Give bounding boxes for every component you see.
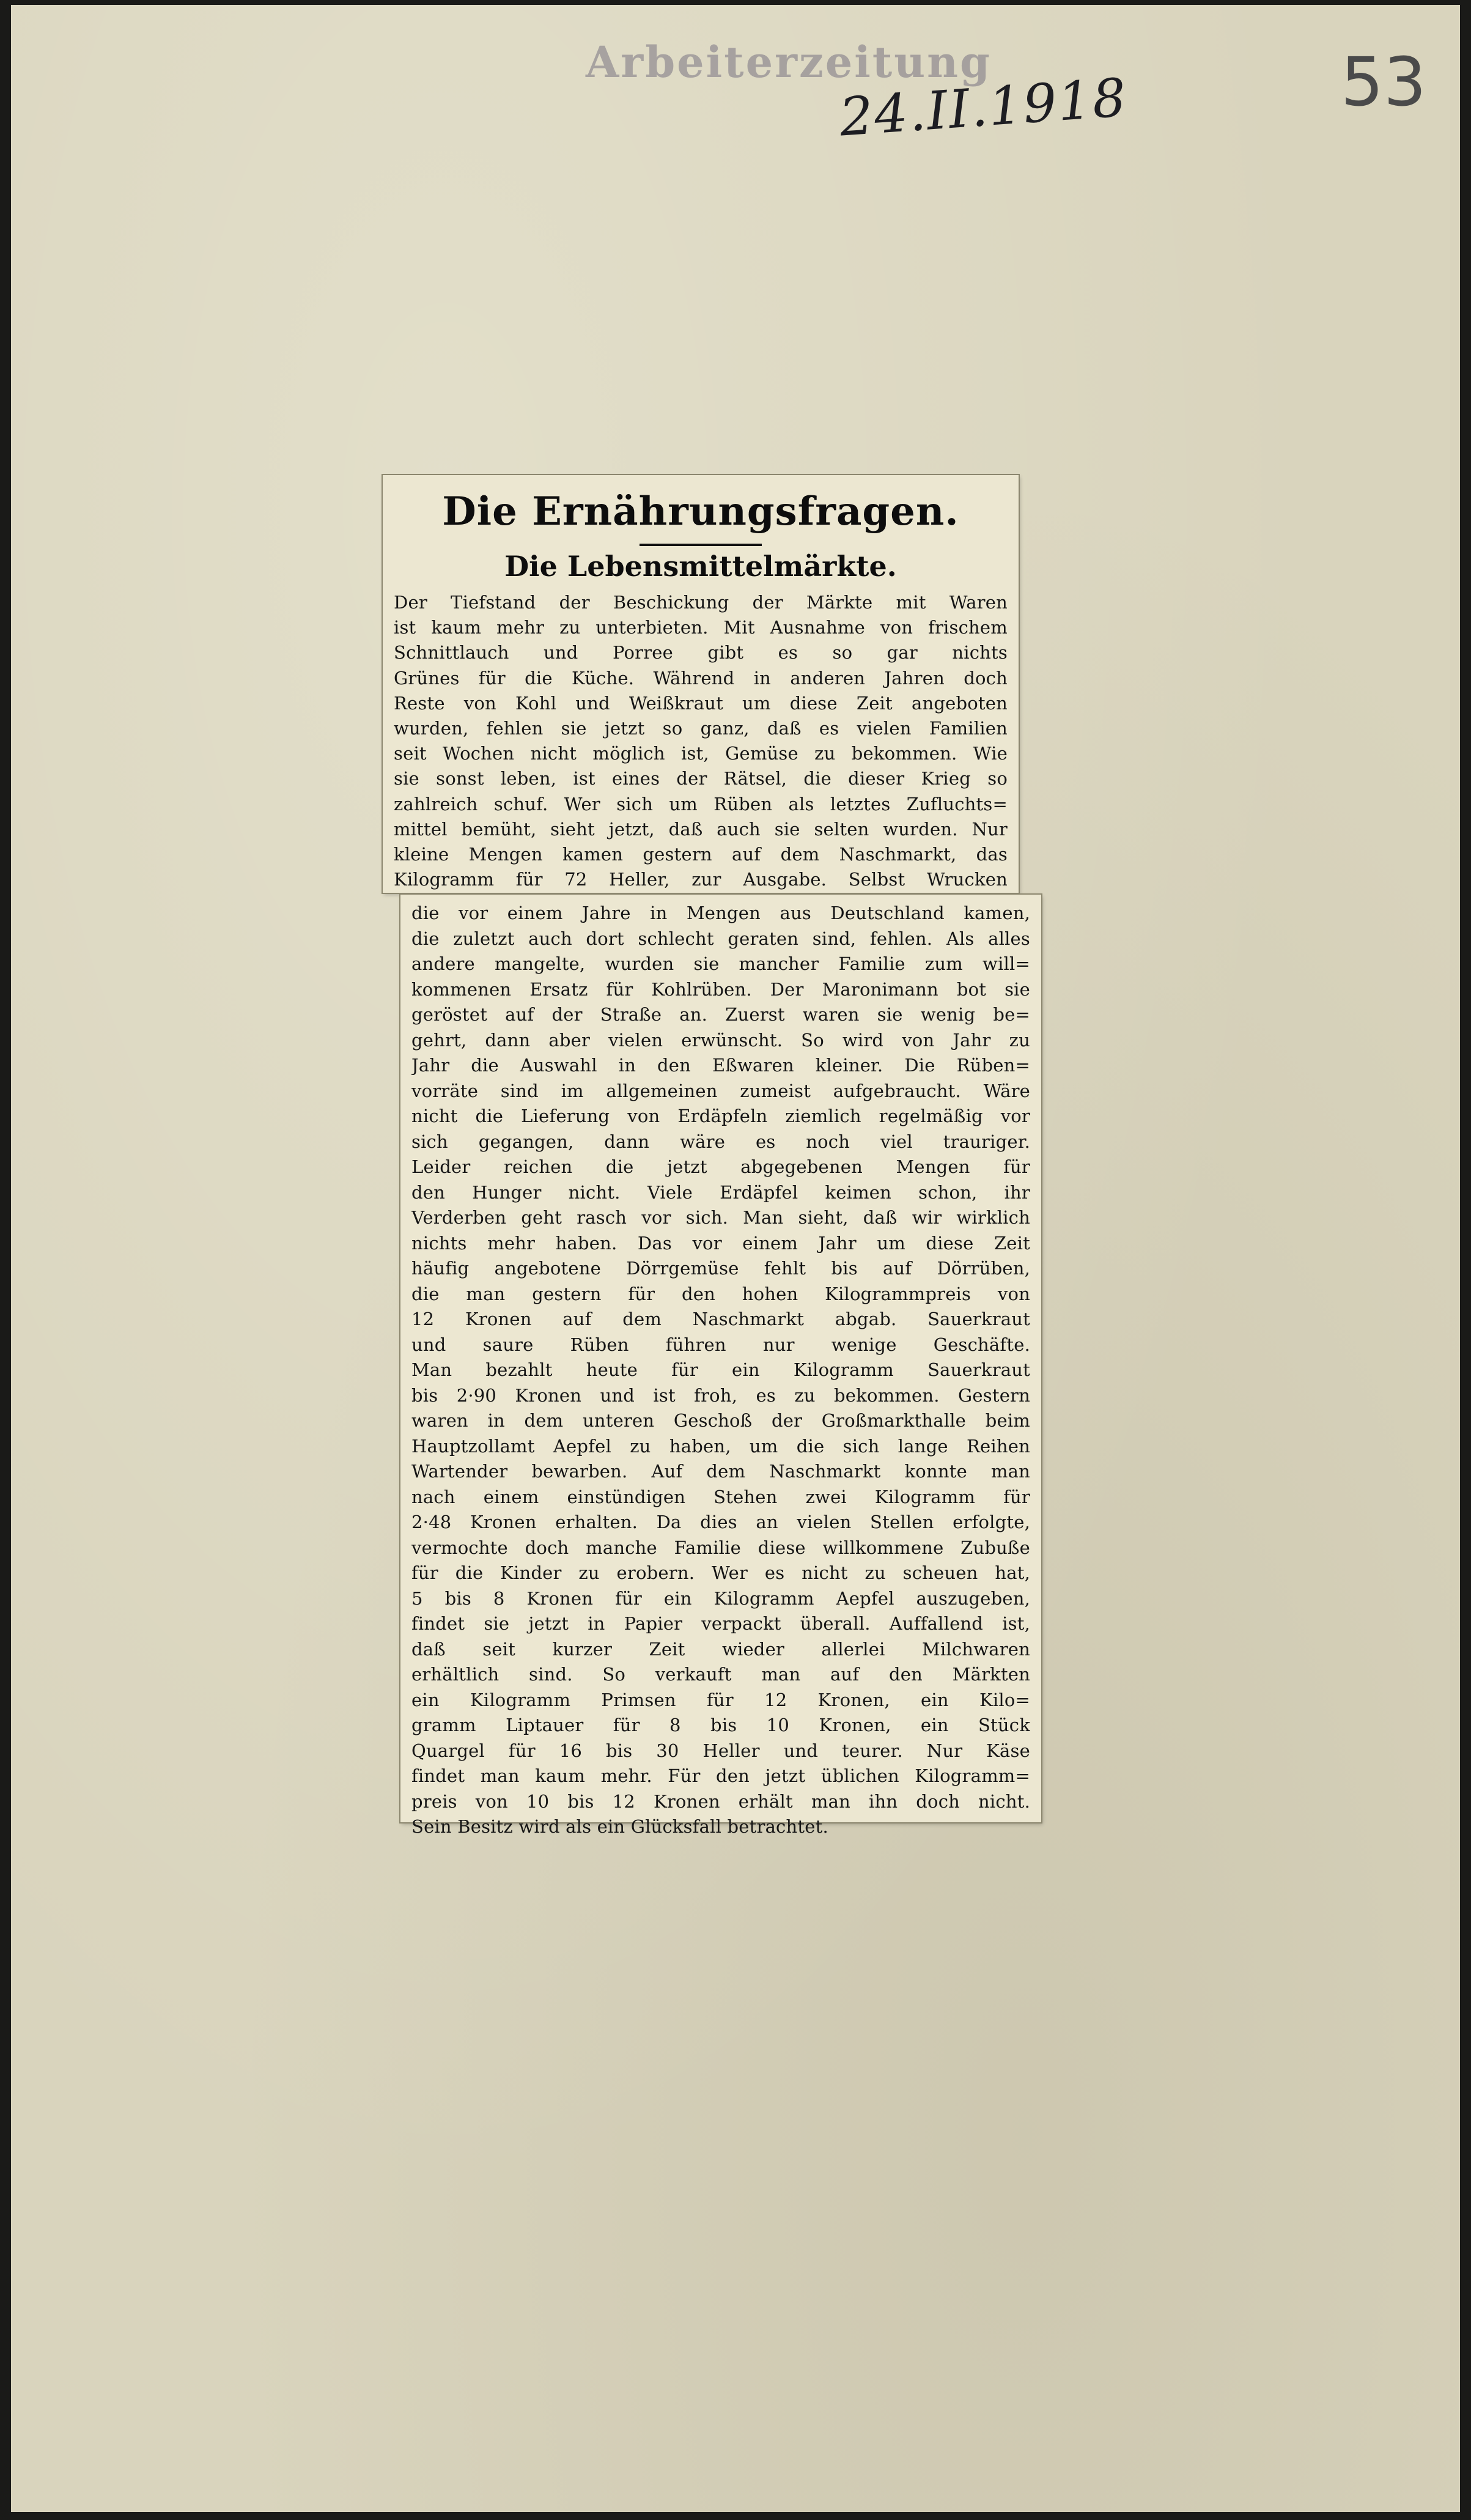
text-line: vorräte sind im allgemeinen zumeist aufgebraucht. Wäre — [411, 1080, 1030, 1101]
archive-stamp: Arbeiterzeitung — [586, 37, 992, 87]
handwritten-date: 24.II.1918 — [838, 67, 1129, 149]
text-line: geröstet auf der Straße an. Zuerst waren sie wenig be= — [411, 1004, 1030, 1025]
text-line: Grünes für die Küche. Während in anderen Jahren doch — [394, 667, 1008, 689]
text-line: Der Tiefstand der Beschickung der Märkte mit Waren — [394, 592, 1008, 613]
text-line: für die Kinder zu erobern. Wer es nicht zu scheuen hat, — [411, 1562, 1030, 1583]
text-line: häufig angebotene Dörrgemüse fehlt bis auf Dörrüben, — [411, 1258, 1030, 1279]
article-subtitle: Die Lebensmittelmärkte. — [504, 550, 897, 583]
text-line: nichts mehr haben. Das vor einem Jahr um diese Zeit — [411, 1232, 1030, 1254]
text-line: bis 2·90 Kronen und ist froh, es zu bekommen. Gestern — [411, 1384, 1030, 1406]
text-line: findet man kaum mehr. Für den jetzt üblichen Kilogramm= — [411, 1765, 1030, 1786]
text-line: Verderben geht rasch vor sich. Man sieht, daß wir wirklich — [411, 1207, 1030, 1228]
text-line: preis von 10 bis 12 Kronen erhält man ihn doch nicht. — [411, 1790, 1030, 1812]
text-line: daß seit kurzer Zeit wieder allerlei Milchwaren — [411, 1638, 1030, 1660]
text-line: Reste von Kohl und Weißkraut um diese Zeit angeboten — [394, 692, 1008, 714]
article-column-1 — [394, 590, 1008, 892]
text-line: 5 bis 8 Kronen für ein Kilogramm Aepfel auszugeben, — [411, 1587, 1030, 1609]
text-line: waren in dem unteren Geschoß der Großmarkthalle beim — [411, 1410, 1030, 1431]
text-line: Wartender bewarben. Auf dem Naschmarkt konnte man — [411, 1461, 1030, 1482]
newspaper-clipping-bottom — [400, 895, 1041, 1837]
text-line: die vor einem Jahre in Mengen aus Deutschland kamen, — [411, 903, 1030, 923]
text-line: den Hunger nicht. Viele Erdäpfel keimen schon, ihr — [411, 1181, 1030, 1203]
text-line: vermochte doch manche Familie diese willkommene Zubuße — [411, 1537, 1030, 1558]
title-rule — [640, 544, 762, 546]
text-line: mittel bemüht, sieht jetzt, daß auch sie selten wurden. Nur — [394, 818, 1008, 840]
text-line: sie sonst leben, ist eines der Rätsel, die dieser Krieg so — [394, 768, 1008, 789]
newspaper-clipping-top — [383, 475, 1019, 893]
text-line: findet sie jetzt in Papier verpackt überall. Auffallend ist, — [411, 1613, 1030, 1634]
text-line: Schnittlauch und Porree gibt es so gar nichts — [394, 642, 1008, 663]
text-line: zahlreich schuf. Wer sich um Rüben als letztes Zufluchts= — [394, 793, 1008, 815]
text-line: Leider reichen die jetzt abgegebenen Mengen für — [411, 1156, 1030, 1177]
text-line: Sein Besitz wird als ein Glücksfall betrachtet. — [411, 1816, 828, 1837]
text-line: nach einem einstündigen Stehen zwei Kilogramm für — [411, 1486, 1030, 1507]
text-line: gehrt, dann aber vielen erwünscht. So wird von Jahr zu — [411, 1029, 1030, 1051]
text-line: Kilogramm für 72 Heller, zur Ausgabe. Selbst Wrucken — [394, 869, 1008, 890]
text-line: die man gestern für den hohen Kilogrammpreis von — [411, 1283, 1030, 1304]
text-line: und saure Rüben führen nur wenige Geschäfte. — [411, 1334, 1030, 1355]
text-line: Hauptzollamt Aepfel zu haben, um die sich lange Reihen — [411, 1435, 1030, 1457]
text-line: andere mangelte, wurden sie mancher Familie zum will= — [411, 953, 1030, 974]
text-line: gramm Liptauer für 8 bis 10 Kronen, ein Stück — [411, 1715, 1030, 1735]
article-title: Die Ernährungsfragen. — [442, 489, 959, 534]
folio-number: 53 — [1341, 43, 1426, 121]
text-line: ein Kilogramm Primsen für 12 Kronen, ein Kilo= — [411, 1689, 1030, 1710]
text-line: seit Wochen nicht möglich ist, Gemüse zu bekommen. Wie — [394, 743, 1008, 764]
text-line: erhältlich sind. So verkauft man auf den Märkten — [411, 1664, 1030, 1685]
text-line: die zuletzt auch dort schlecht geraten sind, fehlen. Als alles — [411, 928, 1030, 949]
text-line: 2·48 Kronen erhalten. Da dies an vielen Stellen erfolgte, — [411, 1512, 1030, 1532]
text-line: ist kaum mehr zu unterbieten. Mit Ausnahme von frischem — [394, 617, 1008, 638]
text-line: wurden, fehlen sie jetzt so ganz, daß es vielen Familien — [394, 717, 1008, 739]
text-line: sich gegangen, dann wäre es noch viel trauriger. — [411, 1131, 1030, 1152]
text-line: Quargel für 16 bis 30 Heller und teurer. Nur Käse — [411, 1740, 1030, 1761]
text-line: kleine Mengen kamen gestern auf dem Naschmarkt, das — [394, 843, 1008, 865]
text-line: Jahr die Auswahl in den Eßwaren kleiner. Die Rüben= — [411, 1055, 1030, 1076]
text-line: Man bezahlt heute für ein Kilogramm Sauerkraut — [411, 1359, 1030, 1380]
text-line: nicht die Lieferung von Erdäpfeln ziemlich regelmäßig vor — [411, 1106, 1030, 1126]
text-line: 12 Kronen auf dem Naschmarkt abgab. Sauerkraut — [411, 1309, 1030, 1329]
article-column-2 — [411, 901, 1030, 1840]
text-line: kommenen Ersatz für Kohlrüben. Der Maronimann bot sie — [411, 978, 1030, 1000]
